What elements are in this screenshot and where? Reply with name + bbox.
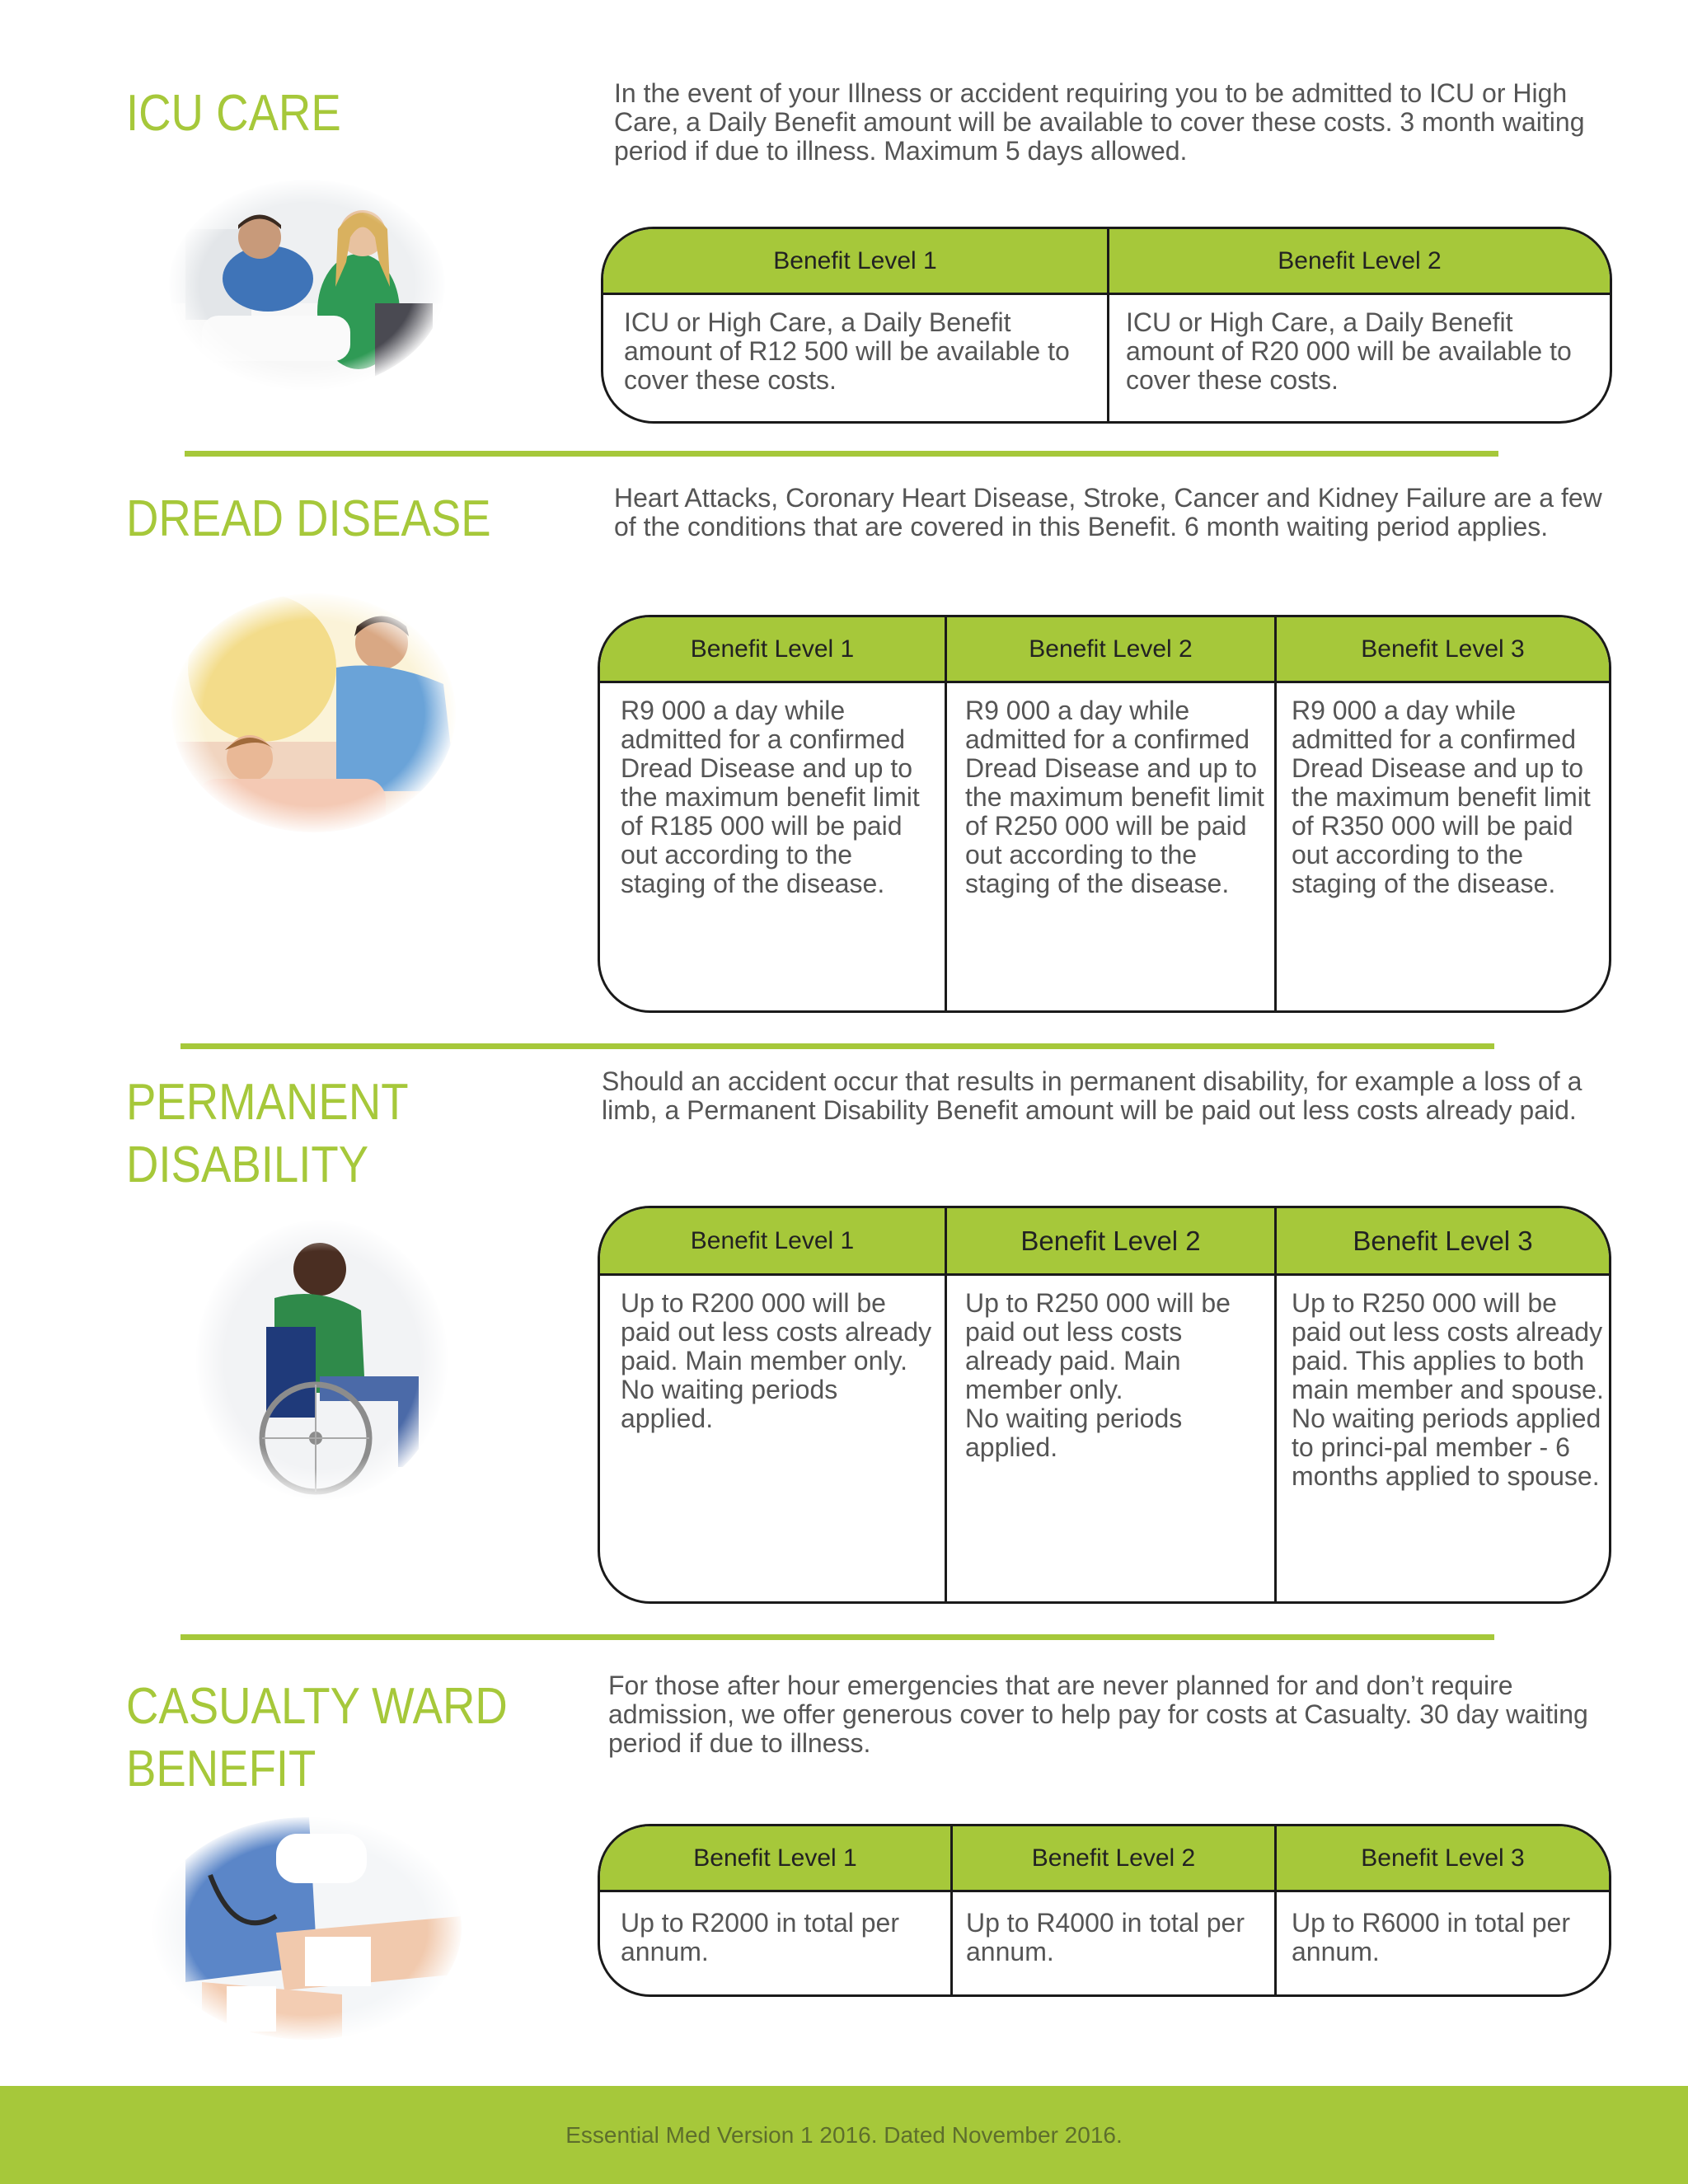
benefit-column <box>600 617 947 1010</box>
benefit-column <box>1277 1826 1609 1994</box>
benefit-column <box>600 1826 953 1994</box>
icu-care-benefit-table <box>601 227 1612 424</box>
permanent-disability-description: Should an accident occur that results in permanent disability, for example a loss of a limb, a Permanent Disability Benefit amount will be paid out less costs already paid. <box>602 1066 1582 1125</box>
benefit-column <box>1277 617 1609 1010</box>
benefit-level-text: R9 000 a day while admitted for a confirmed Dread Disease and up to the maximum benefit limit of R350 000 will be paid out according to the staging of the disease. <box>1292 696 1591 898</box>
dread-disease-benefit-table <box>598 615 1611 1013</box>
benefit-level-text: Up to R2000 in total per annum. <box>621 1908 899 1966</box>
benefit-level-header: Benefit Level 1 <box>603 229 1107 295</box>
permanent-disability-benefit-table <box>598 1206 1611 1604</box>
page-footer <box>0 2086 1688 2184</box>
benefit-column <box>1277 1208 1609 1601</box>
benefit-level-text: ICU or High Care, a Daily Benefit amount of R20 000 will be available to cover these costs. <box>1126 307 1572 395</box>
casualty-ward-title: CASUALTY WARD BENEFIT <box>126 1678 508 1797</box>
benefit-level-header: Benefit Level 3 <box>1277 1826 1609 1892</box>
permanent-disability-title: PERMANENT DISABILITY <box>126 1074 409 1193</box>
section-divider <box>181 1043 1494 1049</box>
benefit-level-text: R9 000 a day while admitted for a confirmed Dread Disease and up to the maximum benefit limit of R185 000 will be paid out according to the staging of the disease. <box>621 696 920 898</box>
benefit-column <box>1109 229 1610 421</box>
benefit-level-header: Benefit Level 1 <box>600 617 945 683</box>
benefit-level-header: Benefit Level 3 <box>1277 1208 1609 1276</box>
section-divider <box>185 451 1498 457</box>
benefit-level-header: Benefit Level 2 <box>1109 229 1610 295</box>
casualty-ward-photo <box>152 1817 462 2040</box>
dread-disease-description: Heart Attacks, Coronary Heart Disease, Stroke, Cancer and Kidney Failure are a few of the conditions that are covered in this Benefit. 6 month waiting period applies. <box>614 483 1602 541</box>
benefit-level-header: Benefit Level 3 <box>1277 617 1609 683</box>
icu-care-description: In the event of your Illness or accident requiring you to be admitted to ICU or High Care, a Daily Benefit amount will be available to cover these costs. 3 month waiting period if due to illness. Maximum 5 days allowed. <box>614 78 1585 166</box>
icu-care-title: ICU CARE <box>126 85 341 142</box>
benefit-column <box>953 1826 1277 1994</box>
benefit-level-text: R9 000 a day while admitted for a confirmed Dread Disease and up to the maximum benefit limit of R250 000 will be paid out according to the staging of the disease. <box>965 696 1264 898</box>
permanent-disability-photo <box>196 1220 448 1500</box>
benefit-level-header: Benefit Level 1 <box>600 1208 945 1276</box>
section-divider <box>181 1634 1494 1640</box>
dread-disease-photo <box>171 593 456 832</box>
icu-care-photo <box>169 180 445 390</box>
benefit-level-text: Up to R250 000 will be paid out less costs already paid. This applies to both main member and spouse. No waiting periods applied to princi-pal member - 6 months applied to spouse. <box>1292 1288 1604 1491</box>
benefit-level-header: Benefit Level 1 <box>600 1826 950 1892</box>
casualty-ward-description: For those after hour emergencies that are never planned for and don’t require admission, we offer generous cover to help pay for costs at Casualty. 30 day waiting period if due to illness. <box>608 1671 1588 1758</box>
benefit-column <box>947 1208 1277 1601</box>
footer-text: Essential Med Version 1 2016. Dated November 2016. <box>565 2121 1123 2148</box>
benefit-level-text: Up to R250 000 will be paid out less costs already paid. Main member only. No waiting periods applied. <box>965 1288 1231 1462</box>
benefit-column <box>600 1208 947 1601</box>
benefit-level-header: Benefit Level 2 <box>947 1208 1274 1276</box>
benefit-level-text: Up to R4000 in total per annum. <box>966 1908 1245 1966</box>
benefit-level-header: Benefit Level 2 <box>953 1826 1274 1892</box>
benefit-level-text: Up to R200 000 will be paid out less costs already paid. Main member only. No waiting periods applied. <box>621 1288 932 1433</box>
dread-disease-title: DREAD DISEASE <box>126 490 491 547</box>
benefit-column <box>603 229 1109 421</box>
benefit-level-text: Up to R6000 in total per annum. <box>1292 1908 1570 1966</box>
benefit-level-text: ICU or High Care, a Daily Benefit amount of R12 500 will be available to cover these costs. <box>624 307 1070 395</box>
casualty-ward-benefit-table <box>598 1824 1611 1997</box>
benefit-level-header: Benefit Level 2 <box>947 617 1274 683</box>
benefit-column <box>947 617 1277 1010</box>
